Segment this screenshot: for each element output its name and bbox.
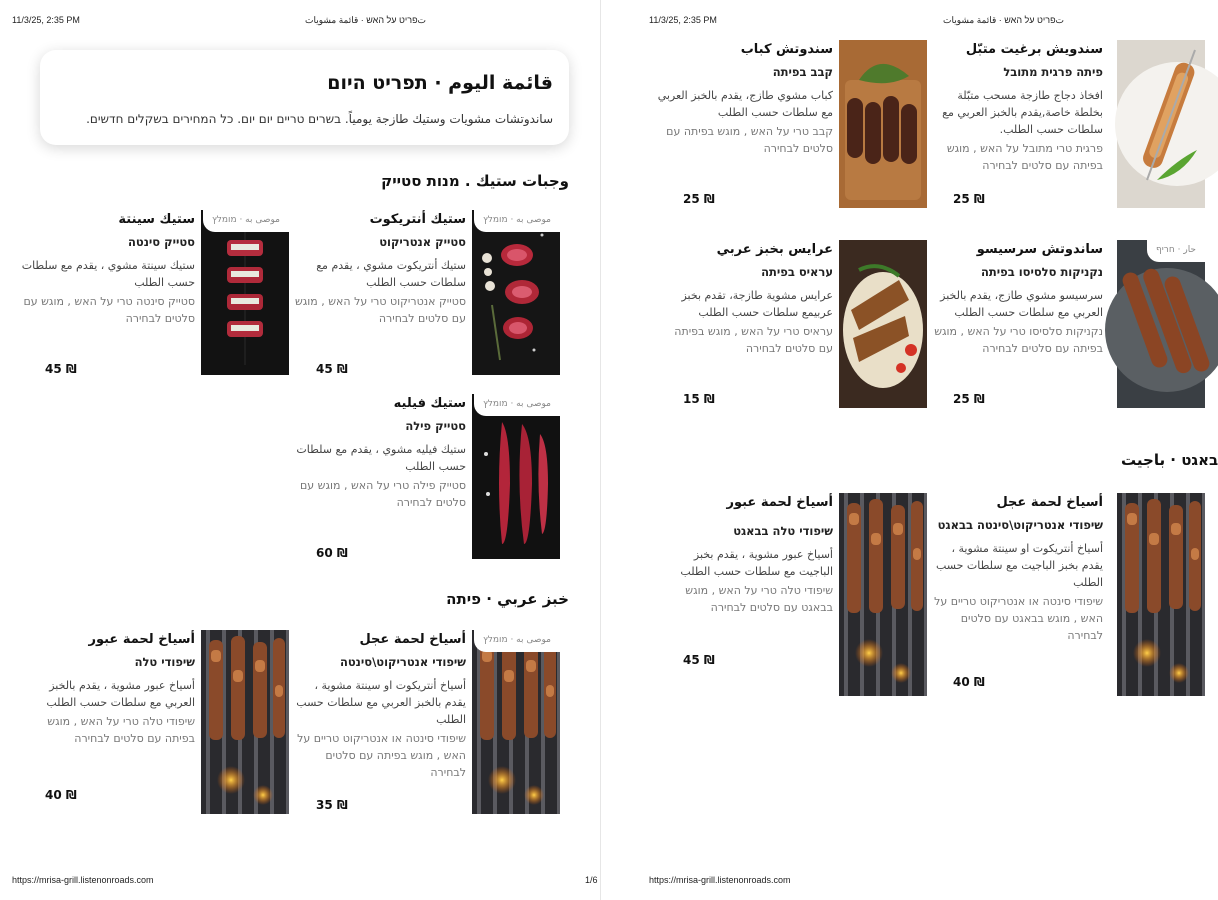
item-description: كباب مشوي طازج، يقدم بالخبز العربي مع سلطات حسب الطلب — [657, 89, 833, 119]
chicken-photo — [1117, 40, 1205, 208]
item-name: أسياخ لحمة عبور — [726, 495, 833, 510]
item-price: ₪ 45 — [45, 362, 77, 376]
menu-title: قائمة اليوم · תפריט היום — [327, 72, 553, 94]
sinta-text — [19, 210, 195, 375]
item-hebrew-description: שיפודי טלה טרי על האש , מוגש בבאגט עם סלטים לבחירה — [685, 584, 833, 614]
print-url[interactable]: https://mrisa-grill.listenonroads.com — [12, 875, 154, 885]
item-price: ₪ 35 — [316, 798, 348, 812]
menu-item-sinta[interactable] — [19, 210, 289, 380]
menu-header-card — [40, 50, 569, 145]
item-hebrew-name: שיפודי אנטריקוט\סינטה — [339, 655, 466, 669]
item-hebrew-name: שיפודי טלה בבאגט — [733, 524, 833, 538]
item-price: ₪ 40 — [953, 675, 985, 689]
item-hebrew-name: נקניקות סלסיסו בפיתה — [980, 265, 1103, 279]
pdf-page-2 — [600, 0, 1218, 900]
item-hebrew-name: סטייק אנטריקוט — [379, 235, 466, 249]
entrecote-text — [290, 210, 466, 375]
pdf-page-1 — [0, 0, 600, 900]
section-title-pita: خبز عربي · פיתה — [446, 590, 569, 608]
item-name: سندوتش كباب — [740, 42, 833, 57]
recommended-badge: موصى به · מומלץ — [203, 210, 289, 232]
item-hebrew-name: שיפודי טלה — [134, 655, 195, 669]
menu-subtitle: ساندوتشات مشويات وستيك طازجة يومياً. בשרים טריים יום יום. כל המחירים בשקלים חדשים. — [86, 112, 553, 126]
print-datetime: 11/3/25, 2:35 PM — [649, 15, 717, 25]
veal-baguette-text — [927, 493, 1103, 693]
item-hebrew-name: סטייק סינטה — [128, 235, 195, 249]
print-doc-title: تפריט על האש · قائمة مشويات — [305, 15, 427, 25]
chicken-pita-text — [927, 40, 1103, 205]
skewers-photo — [472, 630, 560, 795]
item-hebrew-description: שיפודי סינטה או אנטריקוט טריים על האש , מוגש בבאגט עם סלטים לבחירה — [934, 595, 1103, 642]
item-hebrew-name: קבב בפיתה — [772, 65, 833, 79]
lamb-pita-text — [19, 630, 195, 795]
item-price: ₪ 25 — [953, 192, 985, 206]
fillet-text — [290, 394, 466, 559]
item-hebrew-name: פיתה פרגית מתובל — [1003, 65, 1103, 79]
item-description: افخاذ دجاج طازجة مسحب متبّلة بخلطة خاصة,يقدم بالخبز العربي مع سلطات حسب الطلب. — [942, 89, 1103, 136]
fillet-photo — [472, 394, 560, 559]
item-price: ₪ 40 — [45, 788, 77, 802]
item-name: ساندوتش سرسيسو — [976, 242, 1103, 257]
item-hebrew-description: סטייק סינטה טרי על האש , מוגש עם סלטים לבחירה — [23, 295, 195, 325]
item-hebrew-name: עראיס בפיתה — [761, 265, 833, 279]
menu-item-chicken-pita[interactable] — [927, 40, 1197, 210]
print-url[interactable]: https://mrisa-grill.listenonroads.com — [649, 875, 791, 885]
sinta-photo — [201, 210, 289, 375]
item-price: ₪ 25 — [953, 392, 985, 406]
item-name: سندويش برغيت متبّل — [965, 42, 1103, 57]
item-name: عرايس بخبز عربي — [716, 242, 833, 257]
item-price: ₪ 60 — [316, 546, 348, 560]
item-description: أسياخ أنتريكوت او سينتة مشوية ، يقدم بالخبز العربي مع سلطات حسب الطلب — [296, 679, 466, 726]
item-hebrew-description: סטייק אנטריקוט טרי על האש , מוגש עם סלטים לבחירה — [294, 295, 466, 325]
recommended-badge: موصى به · מומלץ — [474, 210, 560, 232]
veal-pita-text — [290, 630, 466, 795]
spicy-badge: حار · חריף — [1147, 240, 1205, 262]
print-page-number: 1/6 — [585, 875, 598, 885]
item-hebrew-description: שיפודי טלה טרי על האש , מוגש בפיתה עם סלטים לבחירה — [47, 715, 195, 745]
item-description: أسياخ عبور مشوية ، يقدم بالخبز العربي مع سلطات حسب الطلب — [46, 679, 195, 709]
item-description: ستيك أنتريكوت مشوي ، يقدم مع سلطات حسب الطلب — [316, 259, 466, 289]
item-description: ستيك سينتة مشوي ، يقدم مع سلطات حسب الطلب — [21, 259, 195, 289]
menu-item-sausage-pita[interactable] — [927, 240, 1197, 410]
arayes-photo — [839, 240, 927, 408]
item-hebrew-description: שיפודי סינטה או אנטריקוט טריים על האש , מוגש בפיתה עם סלטים לבחירה — [297, 732, 466, 779]
menu-item-fillet[interactable] — [290, 394, 560, 564]
entrecote-photo — [472, 210, 560, 375]
print-datetime: 11/3/25, 2:35 PM — [12, 15, 80, 25]
item-name: أسياخ لحمة عجل — [996, 495, 1103, 510]
arayes-text — [657, 240, 833, 405]
item-name: أسياخ لحمة عبور — [88, 632, 195, 647]
item-description: عرايس مشوية طازجة، تقدم بخبز عربيمع سلطات حسب الطلب — [681, 289, 833, 319]
kebab-pita-text — [657, 40, 833, 205]
item-price: ₪ 15 — [683, 392, 715, 406]
menu-item-lamb-skewers-pita[interactable] — [19, 630, 289, 800]
skewers-photo — [201, 630, 289, 814]
item-price: ₪ 45 — [683, 653, 715, 667]
kebab-photo — [839, 40, 927, 208]
skewers-photo — [1117, 493, 1205, 696]
item-hebrew-description: פרגית טרי מתובל על האש , מוגש בפיתה עם סלטים לבחירה — [946, 142, 1103, 172]
item-description: سرسيسو مشوي طازج، يقدم بالخبز العربي مع سلطات حسب الطلب — [940, 289, 1103, 319]
item-hebrew-description: נקניקות סלסיסו טרי על האש , מוגש בפיתה עם סלטים לבחירה — [934, 325, 1103, 355]
skewers-photo — [839, 493, 927, 696]
recommended-badge: موصى به · מומלץ — [474, 394, 560, 416]
item-name: ستيك فيليه — [393, 396, 466, 411]
recommended-badge: موصى به · מומלץ — [474, 630, 560, 652]
menu-item-veal-skewers-pita[interactable] — [290, 630, 560, 812]
item-hebrew-description: סטייק פילה טרי על האש , מוגש עם סלטים לבחירה — [300, 479, 466, 509]
item-name: أسياخ لحمة عجل — [359, 632, 466, 647]
menu-item-lamb-skewers-baguette[interactable] — [657, 493, 927, 667]
section-title-steak: وجبات ستيك . מנות סטייק — [381, 172, 569, 190]
item-description: أسياخ عبور مشوية ، يقدم بخبز الباجيت مع سلطات حسب الطلب — [680, 548, 833, 578]
item-price: ₪ 45 — [316, 362, 348, 376]
section-title-baguette: באגט · باجيت — [1121, 451, 1218, 469]
item-description: ستيك فيليه مشوي ، يقدم مع سلطات حسب الطلب — [296, 443, 466, 473]
item-hebrew-name: שיפודי אנטריקוט\סינטה בבאגט — [937, 518, 1103, 532]
sausage-pita-text — [927, 240, 1103, 405]
sausage-photo — [1117, 240, 1205, 408]
item-price: ₪ 25 — [683, 192, 715, 206]
item-hebrew-name: סטייק פילה — [405, 419, 466, 433]
item-name: ستيك أنتريكوت — [369, 212, 466, 227]
menu-item-veal-skewers-baguette[interactable] — [927, 493, 1197, 689]
menu-item-arayes[interactable] — [657, 240, 927, 410]
menu-item-kebab-pita[interactable] — [657, 40, 927, 210]
menu-item-entrecote[interactable] — [290, 210, 560, 380]
item-hebrew-description: קבב טרי על האש , מוגש בפיתה עם סלטים לבחירה — [666, 125, 833, 155]
item-name: ستيك سينتة — [118, 212, 195, 227]
print-doc-title: تפריט על האש · قائمة مشويات — [943, 15, 1065, 25]
item-description: أسياخ أنتريكوت او سينتة مشوية ، يقدم بخبز الباجيت مع سلطات حسب الطلب — [936, 542, 1103, 589]
item-hebrew-description: עראיס טרי על האש , מוגש בפיתה עם סלטים לבחירה — [674, 325, 833, 355]
